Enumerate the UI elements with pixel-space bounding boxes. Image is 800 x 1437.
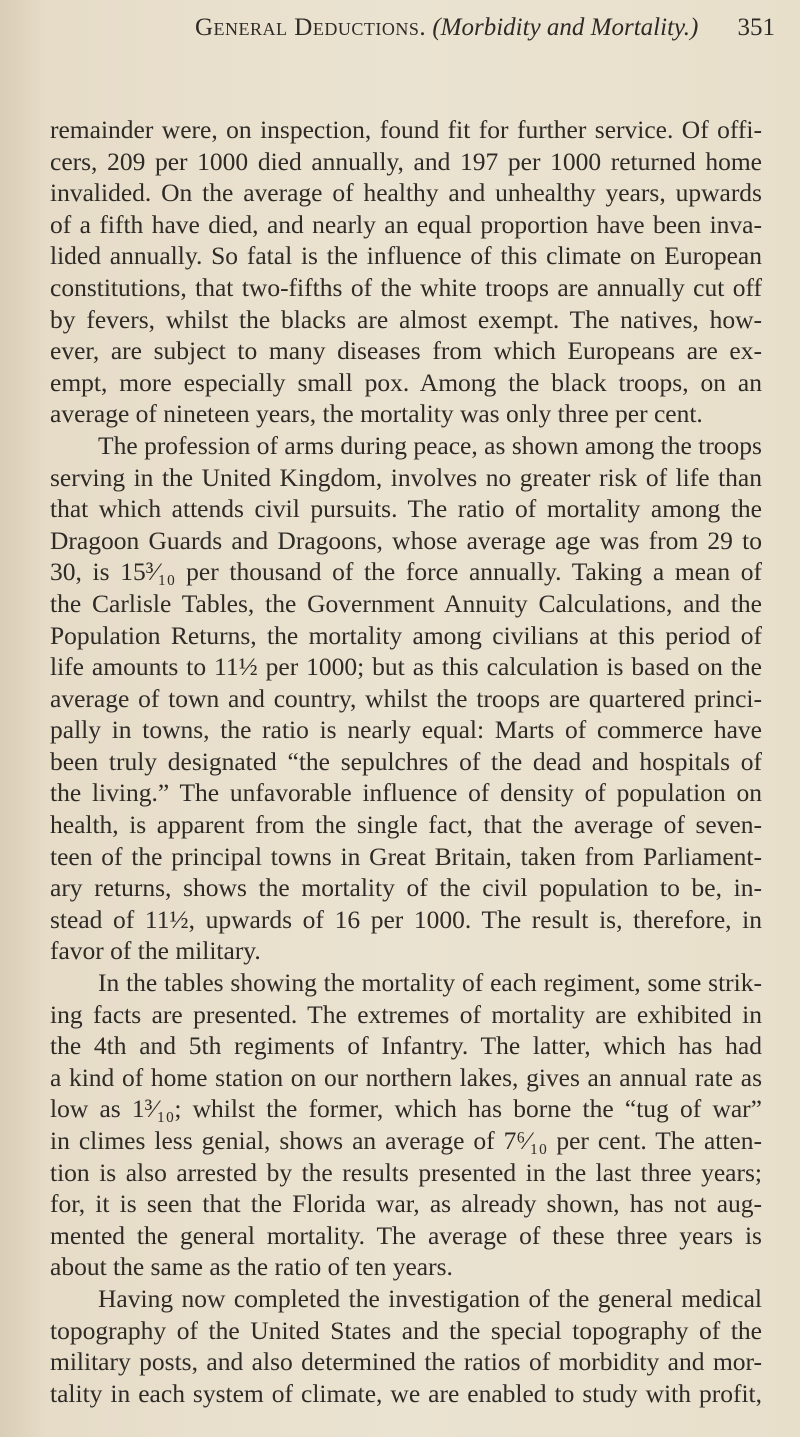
text-line: serving in the United Kingdom, involves no greater risk of life than xyxy=(50,462,762,492)
text-line: ing facts are presented. The extremes of mortality are exhibited in xyxy=(50,999,762,1029)
text-line: about the same as the ratio of ten years. xyxy=(50,1252,453,1282)
text-line: Having now completed the investigation of the general medical xyxy=(98,1283,762,1313)
text-line: the 4th and 5th regiments of Infantry. The latter, which has had xyxy=(50,1031,762,1061)
text-line: a kind of home station on our northern lakes, gives an annual rate as xyxy=(50,1062,762,1092)
text-line: the living.” The unfavorable influence of density of population on xyxy=(50,778,762,808)
text-line: of a fifth have died, and nearly an equal proportion have been inva- xyxy=(50,209,762,239)
text-line: invalided. On the average of healthy and unhealthy years, upwards xyxy=(50,178,762,208)
text-line: Dragoon Guards and Dragoons, whose average age was from 29 to xyxy=(50,525,762,555)
text-line: lided annually. So fatal is the influence of this climate on European xyxy=(50,241,762,271)
text-line: that which attends civil pursuits. The ratio of mortality among the xyxy=(50,494,762,524)
running-title-main: General Deductions. xyxy=(195,14,427,41)
text-line: tality in each system of climate, we are enabled to study with profit, xyxy=(50,1378,762,1408)
text-line: The profession of arms during peace, as shown among the troops xyxy=(98,430,762,460)
text-line: mented the general mortality. The average of these three years is xyxy=(50,1220,762,1250)
text-line: military posts, and also determined the ratios of morbidity and mor- xyxy=(50,1347,762,1377)
text-line: average of nineteen years, the mortality was only three per cent. xyxy=(50,399,703,429)
text-line: for, it is seen that the Florida war, as already shown, has not aug- xyxy=(50,1189,762,1219)
text-line: by fevers, whilst the blacks are almost exempt. The natives, how- xyxy=(50,304,762,334)
text-line: Population Returns, the mortality among civilians at this period of xyxy=(50,620,762,650)
text-line: ever, are subject to many diseases from which Europeans are ex- xyxy=(50,336,762,366)
text-line: topography of the United States and the special topography of the xyxy=(50,1315,762,1345)
text-line: In the tables showing the mortality of each regiment, some strik- xyxy=(98,968,762,998)
text-line: ary returns, shows the mortality of the civil population to be, in- xyxy=(50,873,762,903)
text-line: health, is apparent from the single fact, that the average of seven- xyxy=(50,810,762,840)
body-text xyxy=(50,114,762,1409)
text-line: stead of 11½, upwards of 16 per 1000. The result is, therefore, in xyxy=(50,904,762,934)
text-line: teen of the principal towns in Great Britain, taken from Parliament- xyxy=(50,841,762,871)
text-line: tion is also arrested by the results presented in the last three years; xyxy=(50,1157,762,1187)
running-header xyxy=(195,14,775,54)
text-line: constitutions, that two-fifths of the white troops are annually cut off xyxy=(50,272,762,302)
text-line: in climes less genial, shows an average of 7⁶⁄₁₀ per cent. The atten- xyxy=(50,1126,762,1155)
text-line: average of town and country, whilst the troops are quartered princi- xyxy=(50,683,762,713)
page-number: 351 xyxy=(737,14,775,41)
text-line: been truly designated “the sepulchres of the dead and hospitals of xyxy=(50,746,762,776)
text-line: low as 1³⁄₁₀; whilst the former, which has borne the “tug of war” xyxy=(50,1094,762,1124)
running-title xyxy=(195,14,698,42)
text-line: favor of the military. xyxy=(50,936,261,966)
text-line: pally in towns, the ratio is nearly equal: Marts of commerce have xyxy=(50,715,762,745)
text-line: life amounts to 11½ per 1000; but as this calculation is based on the xyxy=(50,652,762,682)
text-line: the Carlisle Tables, the Government Annuity Calculations, and the xyxy=(50,588,762,618)
text-line: empt, more especially small pox. Among the black troops, on an xyxy=(50,367,762,397)
text-line: cers, 209 per 1000 died annually, and 197 per 1000 returned home xyxy=(50,146,762,176)
running-title-sub: (Morbidity and Mortality.) xyxy=(432,14,699,41)
text-line: remainder were, on inspection, found fit for further service. Of offi- xyxy=(50,115,762,144)
text-line: 30, is 15³⁄₁₀ per thousand of the force annually. Taking a mean of xyxy=(50,557,762,587)
